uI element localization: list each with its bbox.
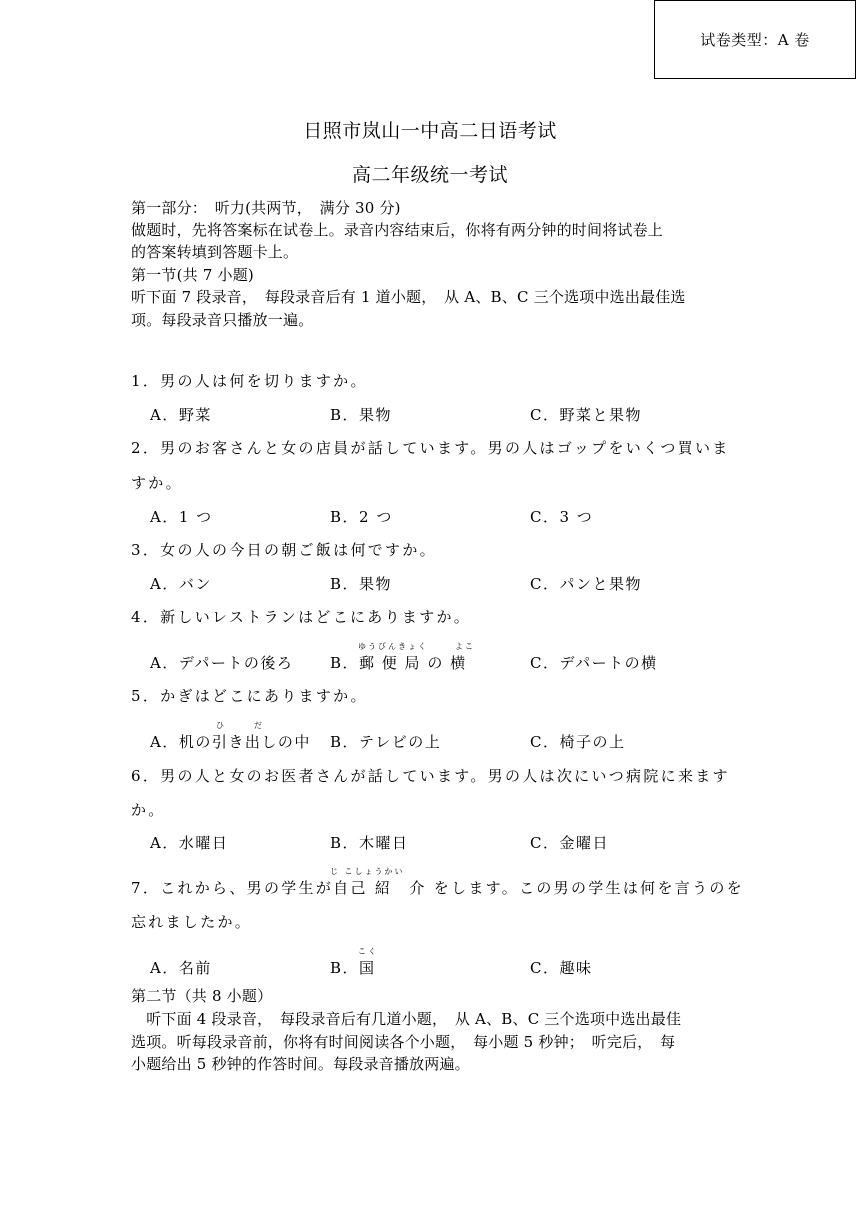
question-text: 3．女の人の今日の朝ご飯は何ですか。 bbox=[131, 541, 437, 559]
question-text: 4．新しいレストランはどこにありますか。 bbox=[131, 608, 472, 626]
option-a: A．名前 bbox=[150, 959, 212, 977]
section2-heading: 第二节（共 8 小题） bbox=[131, 987, 273, 1005]
option-a: A．机の引き出しの中 bbox=[150, 733, 311, 751]
part1-instruction: 做题时，先将答案标在试卷上。录音内容结束后，你将有两分钟的时间将试卷上 bbox=[131, 221, 664, 239]
option-b: B．2 つ bbox=[330, 508, 393, 526]
option-b: B．木曜日 bbox=[330, 834, 409, 852]
question-text: 1．男の人は何を切りますか。 bbox=[131, 372, 368, 390]
question-text-continued: すか。 bbox=[131, 474, 183, 492]
furigana: ひ bbox=[216, 721, 226, 730]
question-text: 2．男のお客さんと女の店員が話しています。男の人はゴップをいくつ買いま bbox=[131, 439, 730, 457]
section2-instruction: 听下面 4 段录音， 每段录音后有几道小题， 从 A、B、C 三个选项中选出最佳 bbox=[131, 1010, 682, 1028]
question-text: 7．これから、男の学生が自己 紹 介 をします。この男の学生は何を言うのを bbox=[131, 879, 744, 897]
option-b: B．果物 bbox=[330, 575, 393, 593]
option-a: A．1 つ bbox=[150, 508, 213, 526]
section2-instruction: 小题给出 5 秒钟的作答时间。每段录音播放两遍。 bbox=[131, 1055, 470, 1073]
option-b: B．国 bbox=[330, 959, 376, 977]
exam-title: 日照市岚山一中高二日语考试 bbox=[303, 120, 557, 142]
option-c: C．椅子の上 bbox=[530, 733, 626, 751]
question-text-continued: か。 bbox=[131, 801, 166, 819]
section1-instruction: 项。每段录音只播放一遍。 bbox=[131, 311, 314, 329]
furigana: じ こしょうかい bbox=[330, 867, 405, 876]
part1-heading: 第一部分： 听力(共两节， 满分 30 分) bbox=[131, 199, 401, 217]
exam-subtitle: 高二年级统一考试 bbox=[351, 164, 508, 186]
furigana: よこ bbox=[455, 642, 475, 651]
furigana: こく bbox=[358, 947, 378, 956]
option-b: B．郵 便 局 の 横 bbox=[330, 654, 467, 672]
question-text: 6．男の人と女のお医者さんが話しています。男の人は次にいつ病院に来ます bbox=[131, 767, 730, 785]
option-c: C．デパートの横 bbox=[530, 654, 658, 672]
option-c: C．パンと果物 bbox=[530, 575, 642, 593]
section2-instruction: 选项。听每段录音前，你将有时间阅读各个小题， 每小题 5 秒钟； 听完后， 每 bbox=[131, 1033, 676, 1051]
part1-instruction: 的答案转填到答题卡上。 bbox=[131, 243, 299, 261]
option-a: A．バン bbox=[150, 575, 212, 593]
option-c: C．金曜日 bbox=[530, 834, 609, 852]
furigana: だ bbox=[254, 721, 264, 730]
option-a: A．デパートの後ろ bbox=[150, 654, 294, 672]
section1-heading: 第一节(共 7 小题) bbox=[131, 266, 254, 284]
paper-type-box: 试卷类型：A 卷 bbox=[654, 0, 856, 79]
section1-instruction: 听下面 7 段录音， 每段录音后有 1 道小题， 从 A、B、C 三个选项中选出最佳选 bbox=[131, 288, 686, 306]
option-a: A．水曜日 bbox=[150, 834, 229, 852]
option-b: B．テレビの上 bbox=[330, 733, 442, 751]
question-text: 5．かぎはどこにありますか。 bbox=[131, 687, 368, 705]
furigana: ゆうびんきょく bbox=[358, 642, 428, 651]
option-c: C．趣味 bbox=[530, 959, 593, 977]
option-a: A．野菜 bbox=[150, 406, 212, 424]
option-b: B．果物 bbox=[330, 406, 393, 424]
question-text-continued: 忘れましたか。 bbox=[131, 913, 253, 931]
option-c: C．3 つ bbox=[530, 508, 594, 526]
option-c: C．野菜と果物 bbox=[530, 406, 642, 424]
